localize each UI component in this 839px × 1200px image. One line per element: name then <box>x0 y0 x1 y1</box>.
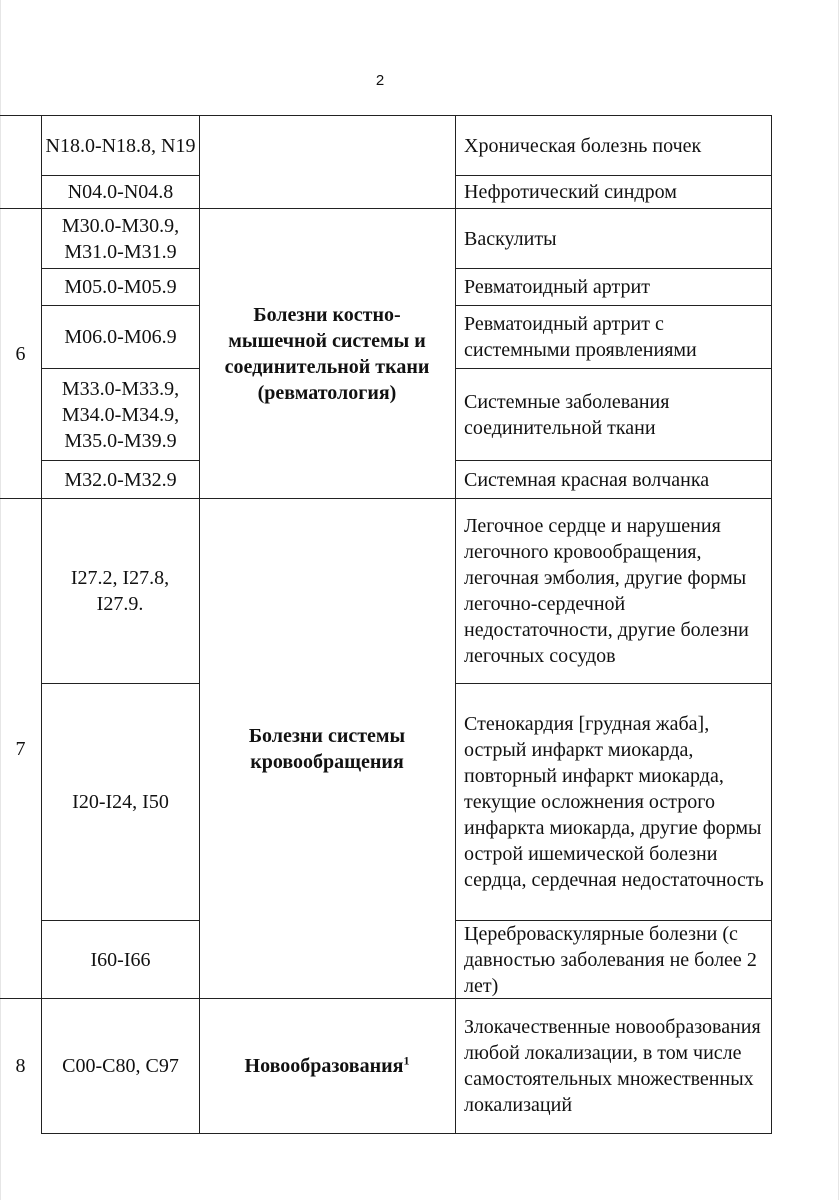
category-label: Новообразования <box>244 1055 404 1077</box>
diagnosis-cell: Ревматоидный артрит <box>464 276 650 298</box>
icd-code-cell: M06.0-M06.9 <box>64 326 177 348</box>
icd-code-cell: I20-I24, I50 <box>72 791 169 813</box>
icd-code-cell: N18.0-N18.8, N19 <box>45 134 196 157</box>
table-line <box>771 115 772 1134</box>
page-number: 2 <box>375 72 385 89</box>
icd-code-cell: M05.0-M05.9 <box>64 276 177 298</box>
icd-code-cell: N04.0-N04.8 <box>67 181 174 203</box>
diagnosis-cell: Хроническая болезнь почек <box>464 134 702 157</box>
diagnosis-cell: Системная красная волчанка <box>464 468 710 491</box>
icd-code-cell: M30.0-M30.9, M31.0-M31.9 <box>61 214 180 263</box>
diagnosis-cell: Васкулиты <box>464 227 557 250</box>
group-number: 6 <box>15 342 26 365</box>
category-cell: Болезни костно-мышечной системы и соединительной ткани (ревматология) <box>224 303 430 404</box>
diagnosis-cell: Нефротический синдром <box>464 181 677 203</box>
diagnosis-cell: Системные заболевания соединительной ткани <box>464 390 670 439</box>
category-cell <box>206 999 448 1133</box>
icd-code-cell: I27.2, I27.8, I27.9. <box>70 567 170 615</box>
diagnosis-cell: Стенокардия [грудная жаба], острый инфаркт миокарда, повторный инфаркт миокарда, текущие осложнения острого инфаркта миокарда, другие формы острой ишемической болезни сердца, сердечная недостаточность <box>464 713 764 891</box>
diagnosis-cell: Легочное сердце и нарушения легочного кровообращения, легочная эмболия, другие формы легочно-сердечной недостаточности, другие болезни легочных сосудов <box>464 515 749 667</box>
diagnosis-cell: Ревматоидный артрит с системными проявлениями <box>464 313 697 361</box>
icd-code-cell: C00-C80, C97 <box>62 1055 179 1077</box>
icd-code-cell: M33.0-M33.9, M34.0-M34.9, M35.0-M39.9 <box>61 377 180 452</box>
table-line <box>199 115 200 1134</box>
table-line <box>41 1133 772 1134</box>
icd-code-cell: M32.0-M32.9 <box>64 468 177 491</box>
group-number: 7 <box>15 737 26 760</box>
category-cell: Болезни системы кровообращения <box>248 724 406 773</box>
footnote-marker: 1 <box>403 1053 410 1068</box>
diagnosis-cell: Злокачественные новообразования любой локализации, в том числе самостоятельных множественных локализаций <box>464 1016 761 1116</box>
diagnosis-cell: Цереброваскулярные болезни (с давностью заболевания не более 2 лет) <box>464 922 757 997</box>
icd-code-cell: I60-I66 <box>90 948 151 971</box>
group-number: 8 <box>15 1055 26 1077</box>
